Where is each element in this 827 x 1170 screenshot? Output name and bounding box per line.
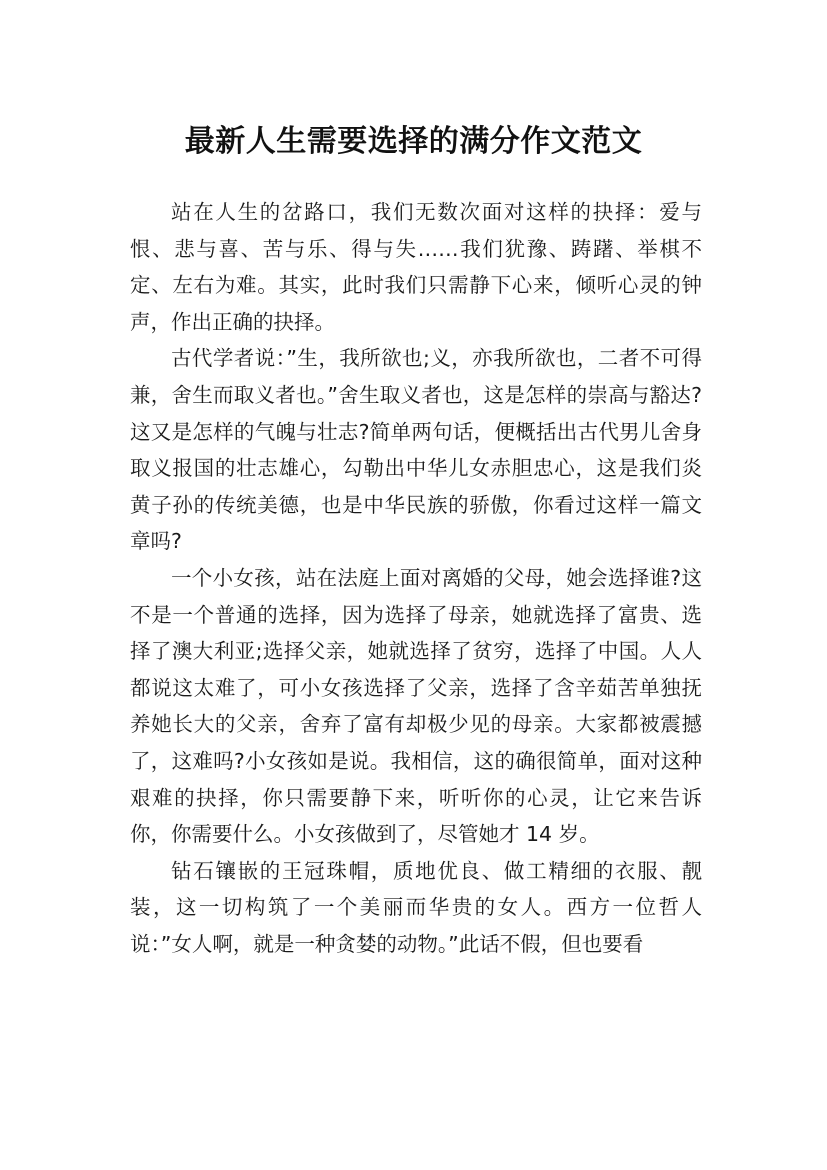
paragraph-4: 钻石镶嵌的王冠珠帽，质地优良、做工精细的衣服、靓装，这一切构筑了一个美丽而华贵的女人。西方一位哲人说：”女人啊，就是一种贪婪的动物。”此话不假，但也要看 [130, 858, 702, 956]
paragraph-3: 一个小女孩，站在法庭上面对离婚的父母，她会选择谁?这不是一个普通的选择，因为选择了母亲，她就选择了富贵、选择了澳大利亚;选择父亲，她就选择了贫穷，选择了中国。人人都说这太难了，可小女孩选择了父亲，选择了含辛茹苦单独抚养她长大的父亲，舍弃了富有却极少见的母亲。大家都被震撼了，这难吗?小女孩如是说。我相信，这的确很简单，面对这种艰难的抉择，你只需要静下来，听听你的心灵，让它来告诉你，你需要什么。小女孩做到了，尽管她才 14 岁。 [130, 565, 702, 847]
paragraph-1: 站在人生的岔路口，我们无数次面对这样的抉择：爱与恨、悲与喜、苦与乐、得与失……我们犹豫、踌躇、举棋不定、左右为难。其实，此时我们只需静下心来，倾听心灵的钟声，作出正确的抉择。 [130, 200, 702, 334]
document-body [130, 194, 702, 962]
document-title: 最新人生需要选择的满分作文范文 [184, 124, 643, 160]
paragraph-2: 古代学者说：”生，我所欲也;义，亦我所欲也，二者不可得兼，舍生而取义者也。”舍生取义者也，这是怎样的崇高与豁达?这又是怎样的气魄与壮志?简单两句话，便概括出古代男儿舍身取义报国的壮志雄心，勾勒出中华儿女赤胆忠心，这是我们炎黄子孙的传统美德，也是中华民族的骄傲，你看过这样一篇文章吗? [130, 346, 702, 554]
